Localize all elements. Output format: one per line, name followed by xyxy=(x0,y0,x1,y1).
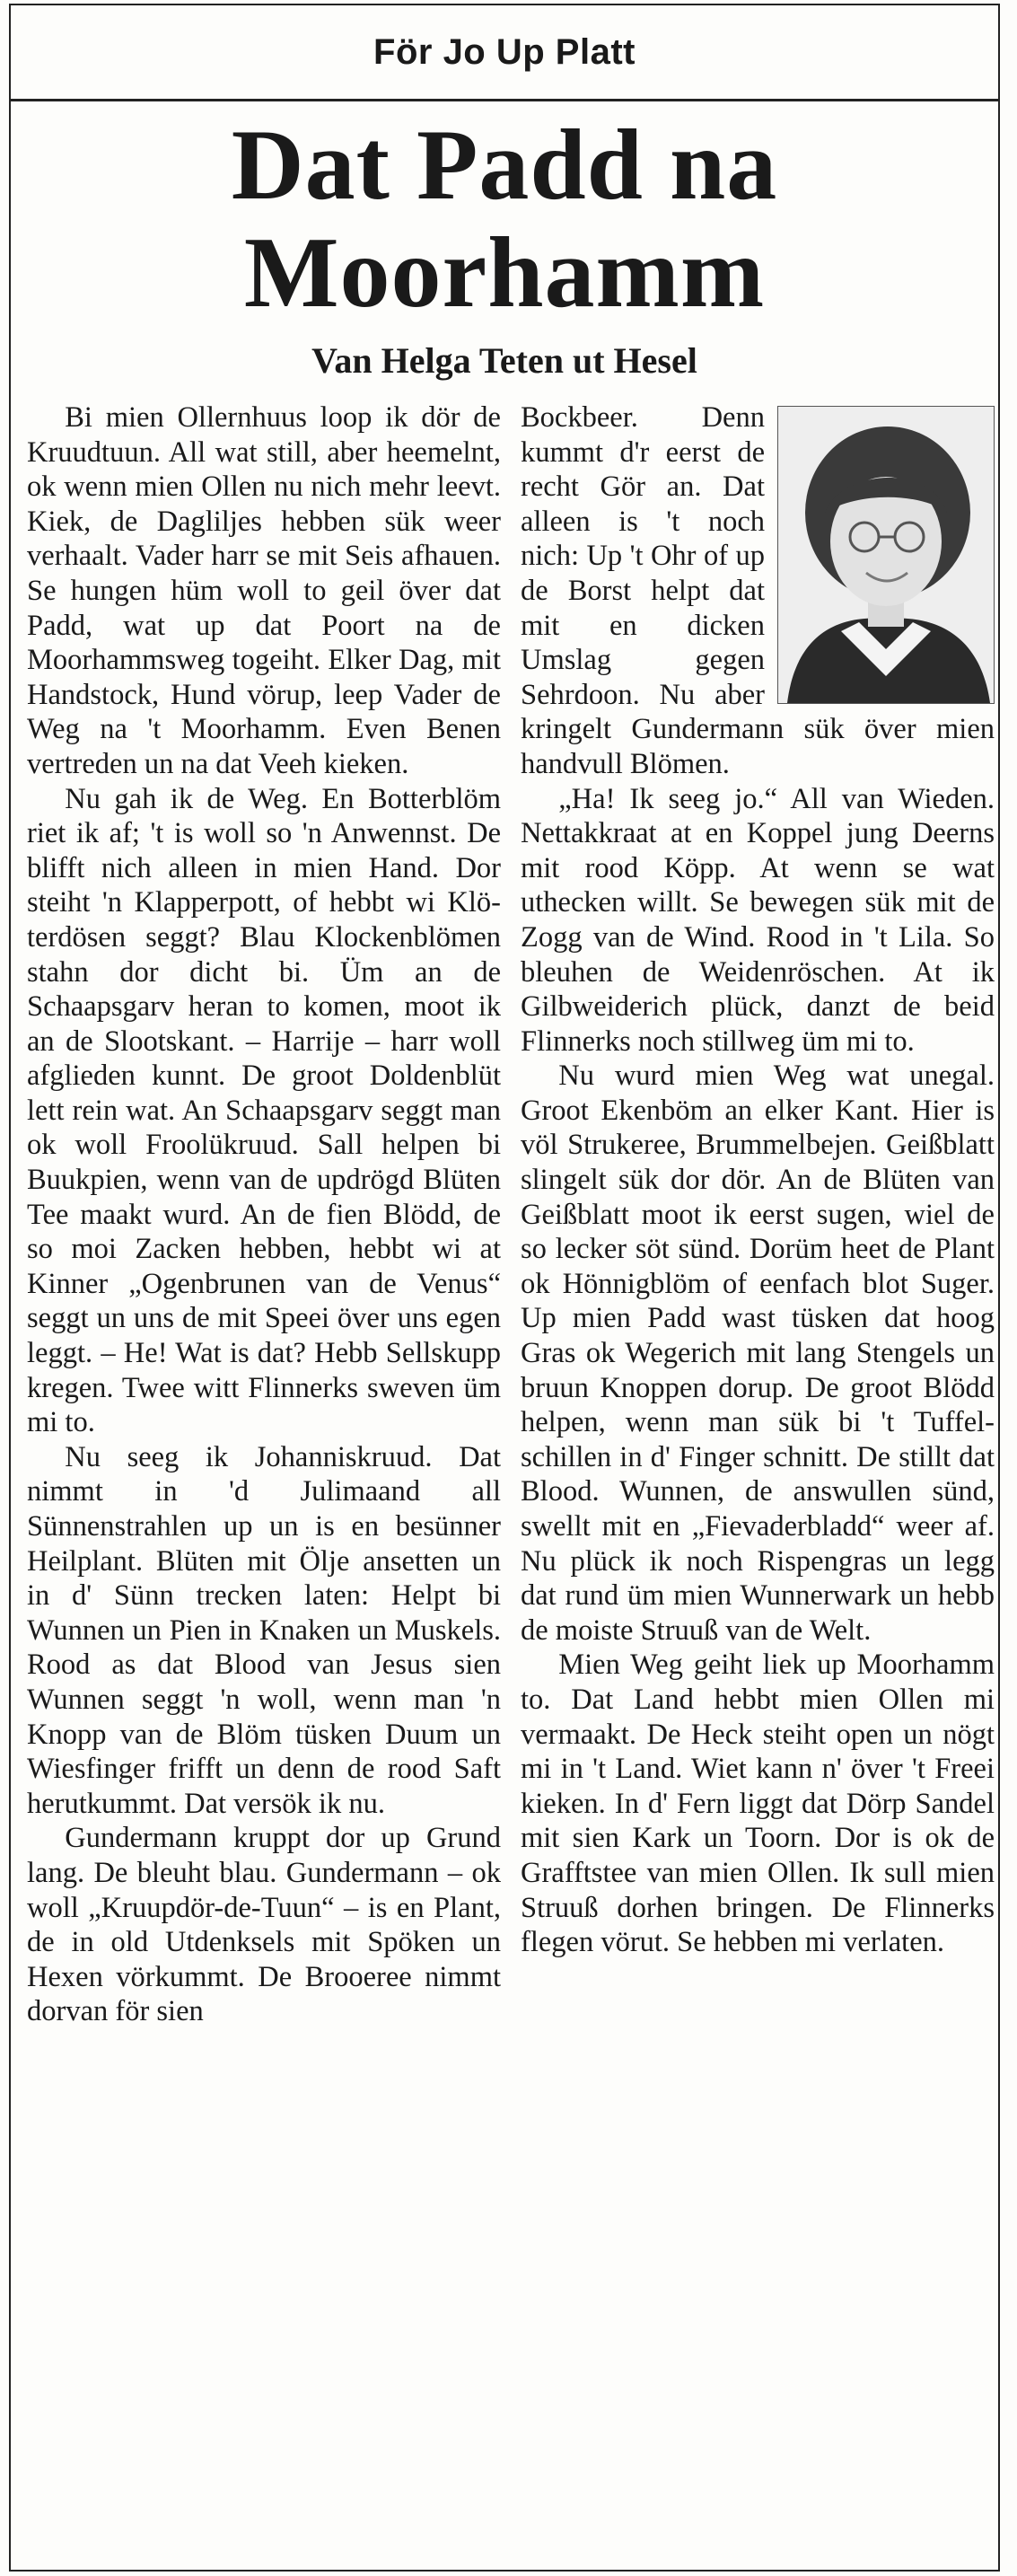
byline: Van Helga Teten ut Hesel xyxy=(311,340,697,381)
headline xyxy=(11,111,998,327)
paragraph: Bi mien Ollernhuus loop ik dör de Kruudtuun. All wat still, aber heemelnt, ok wenn mien Ollen nu nich mehr leevt. Kiek, de Dagliljes hebben sük weer verhaalt. Vader harr se mit Seis afhauen. Se hungen hüm woll to geil över dat Padd, wat up dat Poort na de Moorhammsweg togeiht. Elker Dag, mit Handstock, Hund vörup, leep Vader de Weg na 't Moorhamm. Even Benen vertreden un na dat Veeh kieken. xyxy=(27,401,501,780)
paragraph: Bockbeer. Denn kummt d'r eerst de recht Gör an. Dat alleen is 't noch nich: Up 't Ohr of up de Borst helpt dat mit en dicken Umslag gegen Sehrdoon. Nu aber kringelt Gundermann sük över mien handvull Blömen. xyxy=(521,401,995,780)
author-photo xyxy=(777,406,995,704)
paragraph: Mien Weg geiht liek up Moorhamm to. Dat Land hebbt mien Ollen mi vermaakt. De Heck steiht open un nögt mi in 't Land. Wiet kann n' över 't Freei kieken. In d' Fern liggt dat Dörp Sandel mit sien Kark un Toorn. Dor is ok de Grafftstee van mien Ollen. Ik sull mien Struuß dorhen bringen. De Flinnerks flegen vörut. Se hebben mi verlaten. xyxy=(521,1648,995,1959)
paragraph: Nu gah ik de Weg. En Botterblöm riet ik af; 't is woll so 'n Anwennst. De blifft nich alleen in mien Hand. Dor steiht 'n Klapperpott, of hebbt wi Klöterdösen seggt? Blau Klockenblömen stahn dor dicht bi. Üm an de Schaapsgarv heran to komen, moot ik an de Slootskant. – Harrije – harr woll afglieden kunnt. De groot Doldenblüt lett rein wat. An Schaapsgarv seggt man ok woll Froolükruud. Sall helpen bi Buukpien, wenn van de updrögd Blüten Tee maakt wurd. An de fien Blödd, de so moi Zacken hebben, hebbt wi at Kinner „Ogenbrunen van de Venus“ seggt un uns de mit Speei över uns egen leggt. – He! Wat is dat? Hebb Sellskupp kregen. Twee witt Flinnerks sweven üm mi to. xyxy=(27,782,501,1439)
newspaper-clipping xyxy=(9,4,1000,2572)
headline-line-2: Moorhamm xyxy=(243,217,766,329)
author-portrait-icon xyxy=(778,407,994,703)
article-column-left xyxy=(27,400,501,2029)
paragraph: Nu seeg ik Johanniskruud. Dat nimmt in 'd Julimaand all Sünnenstrahlen up un is en besünner Heilplant. Blüten mit Ölje ansetten un in d' Sünn trecken laten: Helpt bi Wunnen un Pien in Knaken un Muskels. Rood as dat Blood van Jesus sien Wunnen seggt 'n woll, wenn man 'n Knopp van de Blöm tüsken Duum un Wiesfinger frifft un denn de rood Saft herutkummt. Dat versök ik nu. xyxy=(27,1440,501,1820)
article-column-right xyxy=(521,400,995,1960)
paragraph: Gundermann kruppt dor up Grund lang. De bleuht blau. Gundermann – ok woll „Kruupdör-de-Tuun“ – is en Plant, de in old Utdenksels mit Spöken un Hexen vörkummt. De Brooeree nimmt dorvan för sien xyxy=(27,1822,501,2028)
headline-line-1: Dat Padd na xyxy=(231,110,778,221)
kicker-banner xyxy=(11,5,998,101)
column-kicker: För Jo Up Platt xyxy=(373,31,636,72)
paragraph: Nu wurd mien Weg wat unegal. Groot Ekenböm an elker Kant. Hier is völ Strukeree, Brummelbejen. Geißblatt slingelt sük dor dör. An de Blüten van Geißblatt moot ik eerst sugen, wiel de so lecker söt sünd. Dorüm heet de Plant ok Hönnigblöm of eenfach blot Suger. Up mien Padd wast tüsken dat hoog Gras ok Wegerich mit lang Stengels un bruun Knoppen dorup. De groot Blödd helpen, wenn man sük bi 't Tuffelschillen in d' Finger schnitt. De stillt dat Blood. Wunnen, de answullen sünd, swellt mit en „Fievaderbladd“ weer af. Nu plück ik noch Rispengras un legg dat rund üm mien Wunnerwark un hebb de moiste Struuß van de Welt. xyxy=(521,1059,995,1647)
paragraph: „Ha! Ik seeg jo.“ All van Wieden. Nettakkraat at en Koppel jung Deerns mit rood Köpp. At wenn se wat uthecken willt. Se bewegen sük mit de Zogg van de Wind. Rood in 't Lila. So bleuhen de Weidenröschen. At ik Gilbweiderich plück, danzt de beid Flinnerks noch stillweg üm mi to. xyxy=(521,782,995,1058)
